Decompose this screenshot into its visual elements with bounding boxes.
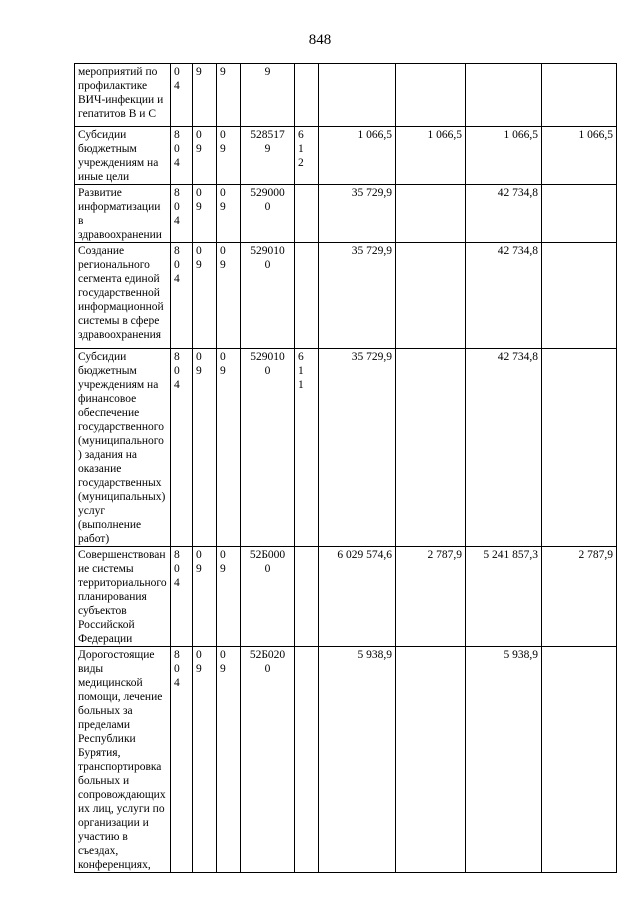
row-name: Совершенствование системы территориального планирования субъектов Российской Федерации: [75, 547, 171, 647]
amount-4: [542, 243, 617, 349]
row-name: Создание регионального сегмента единой государственной информационной системы в сфере здравоохранения: [75, 243, 171, 349]
code-csr: 529010 0: [241, 349, 295, 547]
code-rz: 8 0 4: [171, 243, 193, 349]
table-row: [75, 185, 617, 243]
code-csr: 52Б000 0: [241, 547, 295, 647]
code-pr: 0 9: [193, 127, 217, 185]
code-pr: 9: [193, 64, 217, 127]
amount-2: 2 787,9: [396, 547, 466, 647]
code-vr: 6 1 2: [295, 127, 319, 185]
amount-3: 1 066,5: [466, 127, 542, 185]
row-name: Субсидии бюджетным учреждениям на иные цели: [75, 127, 171, 185]
code-sub: 0 9: [217, 349, 241, 547]
code-rz: 8 0 4: [171, 349, 193, 547]
row-name: Субсидии бюджетным учреждениям на финансовое обеспечение государственного (муниципального) задания на оказание государственных (муниципальных) услуг (выполнение работ): [75, 349, 171, 547]
amount-2: [396, 64, 466, 127]
code-vr: [295, 647, 319, 873]
code-csr: 529010 0: [241, 243, 295, 349]
code-sub: 0 9: [217, 647, 241, 873]
code-sub: 0 9: [217, 243, 241, 349]
table-row: [75, 64, 617, 127]
code-pr: 0 9: [193, 349, 217, 547]
code-csr: 529000 0: [241, 185, 295, 243]
amount-3: 5 938,9: [466, 647, 542, 873]
row-name: мероприятий по профилактике ВИЧ-инфекции и гепатитов В и С: [75, 64, 171, 127]
row-name: Дорогостоящие виды медицинской помощи, лечение больных за пределами Республики Бурятия, транспортировка больных и сопровождающих их лиц, услуги по организации и участию в съездах, конференциях,: [75, 647, 171, 873]
amount-1: 5 938,9: [319, 647, 396, 873]
table-row: [75, 547, 617, 647]
amount-3: 42 734,8: [466, 349, 542, 547]
code-sub: 0 9: [217, 127, 241, 185]
amount-4: [542, 185, 617, 243]
code-csr: 528517 9: [241, 127, 295, 185]
code-pr: 0 9: [193, 647, 217, 873]
code-sub: 0 9: [217, 547, 241, 647]
amount-1: 1 066,5: [319, 127, 396, 185]
code-csr: 52Б020 0: [241, 647, 295, 873]
amount-3: [466, 64, 542, 127]
table-row: [75, 243, 617, 349]
row-name: Развитие информатизации в здравоохранении: [75, 185, 171, 243]
amount-1: 35 729,9: [319, 185, 396, 243]
code-rz: 8 0 4: [171, 185, 193, 243]
amount-3: 42 734,8: [466, 243, 542, 349]
code-vr: 6 1 1: [295, 349, 319, 547]
table-row: [75, 647, 617, 873]
amount-4: [542, 349, 617, 547]
code-csr: 9: [241, 64, 295, 127]
code-rz: 0 4: [171, 64, 193, 127]
code-rz: 8 0 4: [171, 547, 193, 647]
code-rz: 8 0 4: [171, 127, 193, 185]
code-sub: 0 9: [217, 185, 241, 243]
budget-table: [74, 63, 617, 873]
code-vr: [295, 547, 319, 647]
amount-1: 6 029 574,6: [319, 547, 396, 647]
amount-2: [396, 349, 466, 547]
amount-2: [396, 185, 466, 243]
code-sub: 9: [217, 64, 241, 127]
table-row: [75, 349, 617, 547]
code-pr: 0 9: [193, 185, 217, 243]
code-vr: [295, 64, 319, 127]
code-pr: 0 9: [193, 547, 217, 647]
code-vr: [295, 185, 319, 243]
amount-3: 42 734,8: [466, 185, 542, 243]
amount-1: 35 729,9: [319, 243, 396, 349]
amount-2: 1 066,5: [396, 127, 466, 185]
amount-4: [542, 64, 617, 127]
code-vr: [295, 243, 319, 349]
table-row: [75, 127, 617, 185]
code-rz: 8 0 4: [171, 647, 193, 873]
code-pr: 0 9: [193, 243, 217, 349]
amount-2: [396, 243, 466, 349]
amount-4: 2 787,9: [542, 547, 617, 647]
amount-4: 1 066,5: [542, 127, 617, 185]
amount-4: [542, 647, 617, 873]
amount-2: [396, 647, 466, 873]
amount-1: 35 729,9: [319, 349, 396, 547]
amount-3: 5 241 857,3: [466, 547, 542, 647]
amount-1: [319, 64, 396, 127]
page-number: 848: [308, 32, 332, 48]
